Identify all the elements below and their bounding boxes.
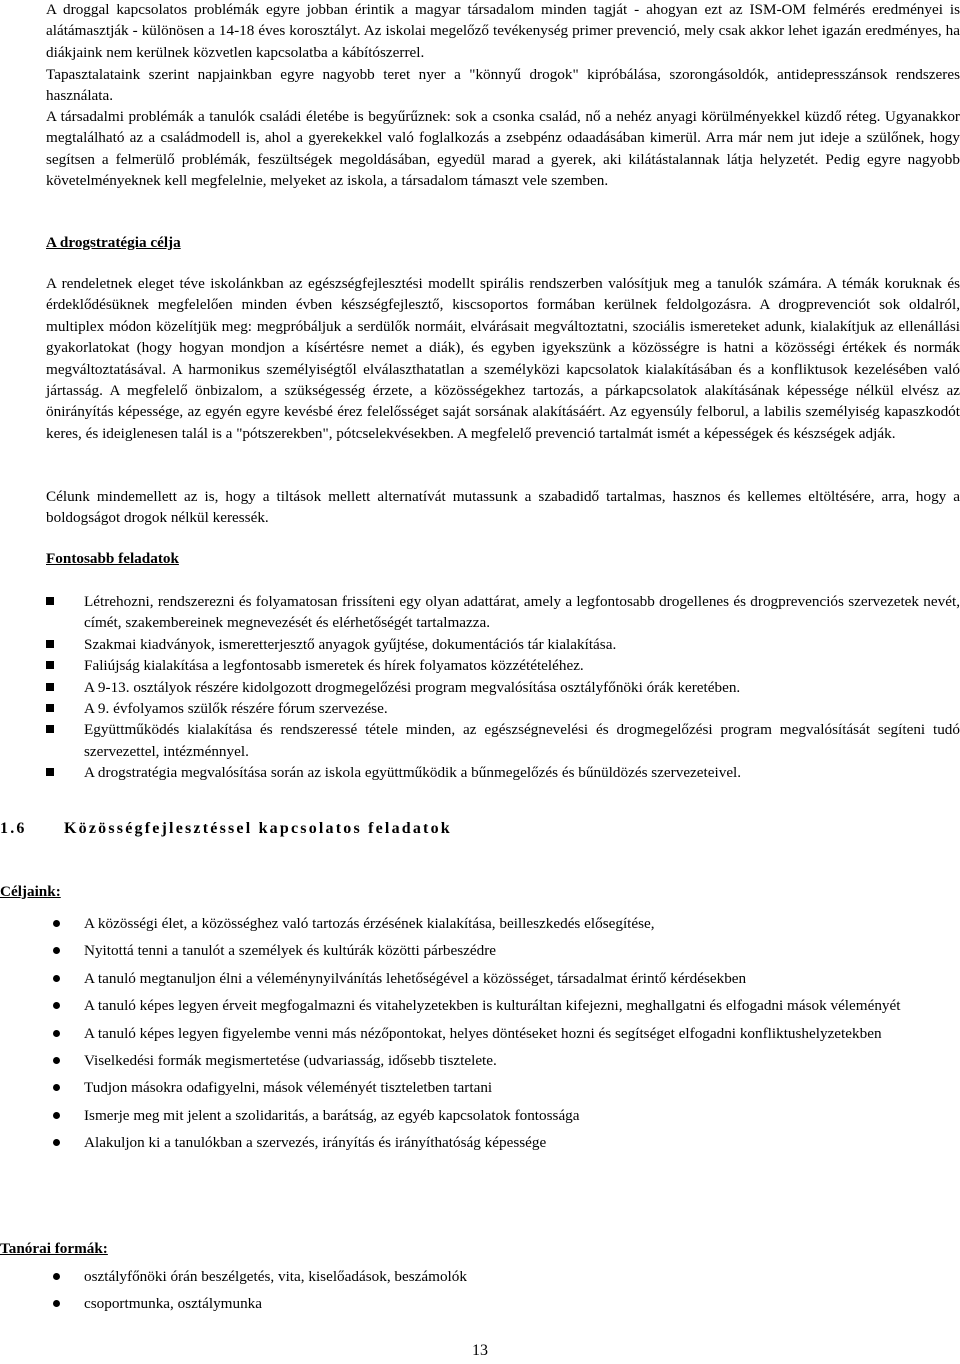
square-bullet-icon [46, 768, 54, 776]
list-item: A 9-13. osztályok részére kidolgozott drogmegelőzési program megvalósítása osztályfőnöki órák keretében. [46, 677, 960, 698]
square-bullet-icon [46, 725, 54, 733]
goals-list [46, 913, 960, 1160]
tasks-list [46, 591, 960, 784]
square-bullet-icon [46, 597, 54, 605]
square-bullet-icon [46, 661, 54, 669]
list-item: A közösségi élet, a közösséghez való tartozás érzésének kialakítása, beilleszkedés elősegítése, [46, 913, 960, 934]
square-bullet-icon [46, 683, 54, 691]
list-item: A drogstratégia megvalósítása során az iskola együttműködik a bűnmegelőzés és bűnüldözés szervezeteivel. [46, 762, 960, 783]
intro-paragraph-2: Tapasztalataink szerint napjainkban egyre nagyobb teret nyer a "könnyű drogok" kipróbálása, szorongásoldók, antidepresszánsok rendszeres használata. [46, 66, 960, 105]
list-item: Faliújság kialakítása a legfontosabb ismeretek és hírek folyamatos közzétételéhez. [46, 655, 960, 676]
round-bullet-icon [53, 1273, 60, 1280]
section-heading [0, 820, 452, 838]
intro-paragraph-1: A droggal kapcsolatos problémák egyre jobban érintik a magyar társadalom minden tagját - ahogyan ezt az ISM-OM felmérés eredményei is alátámasztják - különösen a 14-18 éves korosztályt. Az iskolai megelőző tevékenység primer prevenció, mely csak akkor lehet igazán eredményes, ha diákjaink nem kerülnek közvetlen kapcsolatba a kábítószerrel. [46, 1, 960, 61]
round-bullet-icon [53, 1002, 60, 1009]
section-title: Közösségfejlesztéssel kapcsolatos feladatok [64, 820, 452, 837]
round-bullet-icon [53, 1030, 60, 1037]
list-item: csoportmunka, osztálymunka [46, 1293, 960, 1314]
forms-heading: Tanórai formák: [0, 1240, 108, 1257]
list-item: Alakuljon ki a tanulókban a szervezés, irányítás és irányíthatóság képessége [46, 1132, 960, 1153]
round-bullet-icon [53, 1300, 60, 1307]
round-bullet-icon [53, 1112, 60, 1119]
section-number: 1.6 [0, 820, 27, 837]
round-bullet-icon [53, 947, 60, 954]
round-bullet-icon [53, 1139, 60, 1146]
list-item: osztályfőnöki órán beszélgetés, vita, kiselőadások, beszámolók [46, 1266, 960, 1287]
strategy-heading: A drogstratégia célja [46, 234, 181, 251]
list-item: Együttműködés kialakítása és rendszeressé tétele minden, az egészségnevelési és drogmegelőzési program megvalósítását segíteni tudó szervezettel, intézménnyel. [46, 719, 960, 762]
page-number: 13 [472, 1342, 488, 1359]
list-item: Ismerje meg mit jelent a szolidaritás, a barátság, az egyéb kapcsolatok fontossága [46, 1105, 960, 1126]
strategy-paragraph-1: A rendeletnek eleget téve iskolánkban az egészségfejlesztési modellt spirális rendszerben valósítjuk meg a tanulók számára. A témák koruknak és érdeklődésüknek megfelelően minden évben készségfejlesztő, kiscsoportos formában kerülnek feldolgozásra. A drogprevenciót sok oldalról, multiplex módon közelítjük meg: megpróbáljuk a serdülők normáit, elvárásait megváltoztatni, szociális ismereteket adunk, kialakítjuk az ellenállási gyakorlatokat (hogy hogyan mondjon a kísértésre nemet a diák), és egyben igyekszünk a közösségre is hatni a közösségi értékek és normák megváltoztatásával. A harmonikus személyiségtől elválaszthatatlan a személyközi kapcsolatok kialakításában és a konfliktusok kezelésében való jártasság. A megfelelő önbizalom, a szükségesség érzete, a közösségekhez tartozás, a párkapcsolatok alakításának képessége nélkül elvész az önirányítás képessége, az egyén egyre kevésbé érez felelősséget saját sorsának alakításáért. Az egyensúly felborul, a labilis személyiség kapaszkodót keres, és ideiglenesen talál is a "pótszerekben", pótcselekvésekben. A megfelelő prevenció tartalmát ismét a képességek és készségek adják. [46, 275, 960, 442]
list-item: Szakmai kiadványok, ismeretterjesztő anyagok gyűjtése, dokumentációs tár kialakítása. [46, 634, 960, 655]
list-item: Nyitottá tenni a tanulót a személyek és kultúrák közötti párbeszédre [46, 940, 960, 961]
round-bullet-icon [53, 920, 60, 927]
round-bullet-icon [53, 975, 60, 982]
round-bullet-icon [53, 1084, 60, 1091]
forms-list [46, 1266, 960, 1321]
square-bullet-icon [46, 640, 54, 648]
list-item: Létrehozni, rendszerezni és folyamatosan frissíteni egy olyan adattárat, amely a legfontosabb drogellenes és drogprevenciós szervezetek nevét, címét, szakembereinek megnevezését és elérhetőségét tartalmazza. [46, 591, 960, 634]
list-item: Viselkedési formák megismertetése (udvariasság, idősebb tisztelete. [46, 1050, 960, 1071]
list-item: Tudjon másokra odafigyelni, mások véleményét tiszteletben tartani [46, 1077, 960, 1098]
intro-paragraph-3: A társadalmi problémák a tanulók családi életébe is begyűrűznek: sok a csonka család, nő a nehéz anyagi körülményekkel küzdő réteg. Ugyanakkor megtalálható az a családmodell is, ahol a gyerekekkel való foglalkozás a zsebpénz odaadásában kimerül. Arra már nem jut ideje a szülőnek, hogy segítsen a felmerülő problémák, feszültségek megoldásában, egyedül marad a gyerek, aki kilátástalannak látja helyzetét. Pedig egyre nagyobb követelményeknek kell megfelelnie, melyeket az iskola, a társadalom támaszt vele szemben. [46, 108, 960, 190]
list-item: A tanuló képes legyen érveit megfogalmazni és vitahelyzetekben is kulturáltan kifejezni, meghallgatni és elfogadni mások véleményét [46, 995, 960, 1016]
round-bullet-icon [53, 1057, 60, 1064]
strategy-paragraph-2: Célunk mindemellett az is, hogy a tiltások mellett alternatívát mutassunk a szabadidő tartalmas, hasznos és kellemes eltöltésére, arra, hogy a boldogságot drogok nélkül keressék. [46, 488, 960, 527]
tasks-heading: Fontosabb feladatok [46, 550, 179, 567]
square-bullet-icon [46, 704, 54, 712]
list-item: A tanuló megtanuljon élni a véleménynyilvánítás lehetőségével a közösséget, társadalmat érintő kérdésekben [46, 968, 960, 989]
goals-heading: Céljaink: [0, 883, 61, 900]
list-item: A tanuló képes legyen figyelembe venni más nézőpontokat, helyes döntéseket hozni és segítséget elfogadni konfliktushelyzetekben [46, 1023, 960, 1044]
list-item: A 9. évfolyamos szülők részére fórum szervezése. [46, 698, 960, 719]
